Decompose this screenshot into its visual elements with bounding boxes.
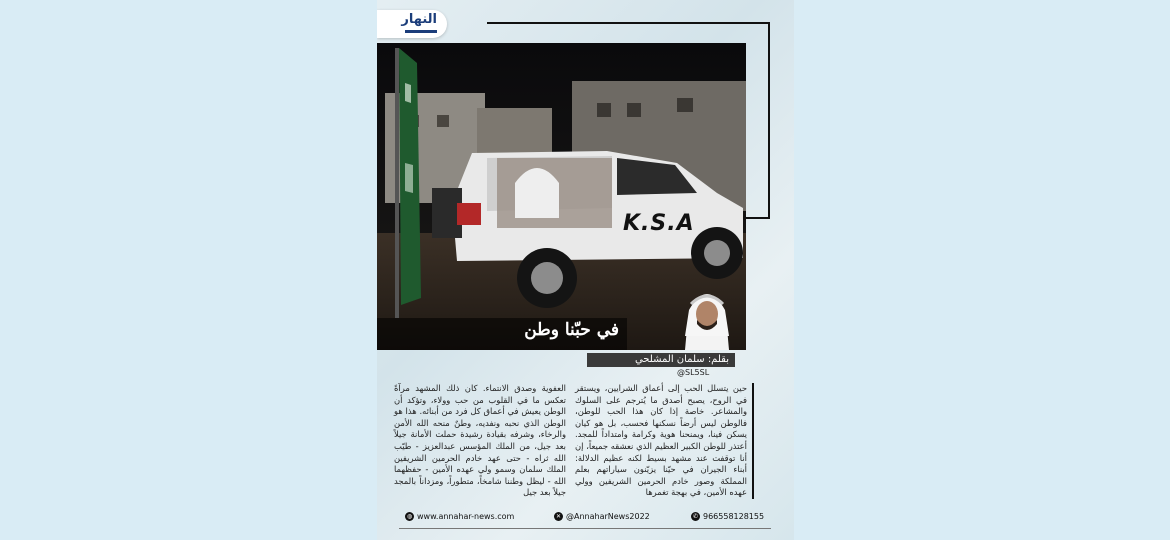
footer-x[interactable] (554, 512, 650, 521)
website-text: www.annahar-news.com (417, 512, 515, 521)
whatsapp-icon: ✆ (692, 513, 699, 520)
frame-line-right (768, 22, 770, 219)
x-handle-text: @AnnaharNews2022 (566, 512, 650, 521)
annahar-logo[interactable] (377, 10, 447, 38)
author-name: بقلم: سلمان المشلحي (634, 354, 729, 365)
logo-text: النهار (401, 12, 437, 27)
author-handle[interactable]: @SL5SL (677, 368, 710, 377)
x-icon: ✕ (555, 513, 562, 520)
footer (399, 512, 771, 526)
article-column-right: حين يتسلل الحب إلى أعماق الشرايين، ويستقر في الروح، يصبح أصدق ما يُترجم على السلوك والمشاعر. خاصة إذا كان هذا الحب للوطن، فالوطن ليس أرضاً نسكنها فحسب، بل هو كيان يسكن فينا، ويمنحنا هوية وكرامة وامتداداً للمجد. أعتذر للوطن الكبير العظيم الذي نعشقه جميعاً، إن أنا توقفت عند مشهد بسيط لكنه عظيم الدلالة: أبناء الجيران في حيّنا يزيّنون سياراتهم بعلم المملكة وصور خادم الحرمين الشريفين وولي عهده الأمين، في بهجة تغمرها (575, 383, 754, 499)
frame-line-bottom (746, 217, 770, 219)
article-title: في حبّنا وطن (524, 320, 619, 340)
whatsapp-text: 966558128155 (703, 512, 765, 521)
vehicle-text: K.S.A (623, 211, 695, 236)
footer-website[interactable] (405, 512, 514, 521)
author-avatar (677, 280, 737, 350)
footer-whatsapp[interactable] (691, 512, 764, 521)
frame-line-top (487, 22, 770, 24)
footer-divider (399, 528, 771, 529)
newspaper-page (377, 0, 794, 540)
logo-underline (405, 30, 437, 33)
globe-icon: ◍ (406, 513, 413, 520)
title-overlay (377, 318, 627, 350)
article-column-left: العفوية وصدق الانتماء. كان ذلك المشهد مرآةً تعكس ما في القلوب من حب وولاء، وتؤكد أن الوطن يعيش في أعماق كل فرد من أبنائه. هذا هو الوطن الذي نحبه ونفديه، وطنٌ منحه الله الأمن والرخاء، وشرفه بقيادة رشيدة حملت الأمانة جيلاً بعد جيل، من الملك المؤسس عبدالعزيز - طيّب الله ثراه - حتى عهد خادم الحرمين الشريفين الملك سلمان وسمو ولي عهده الأمين - حفظهما الله - ليظل وطننا شامخاً، متطوراً، ومزداناً بالمجد جيلاً بعد جيل (394, 383, 566, 498)
author-label-box (587, 353, 735, 367)
